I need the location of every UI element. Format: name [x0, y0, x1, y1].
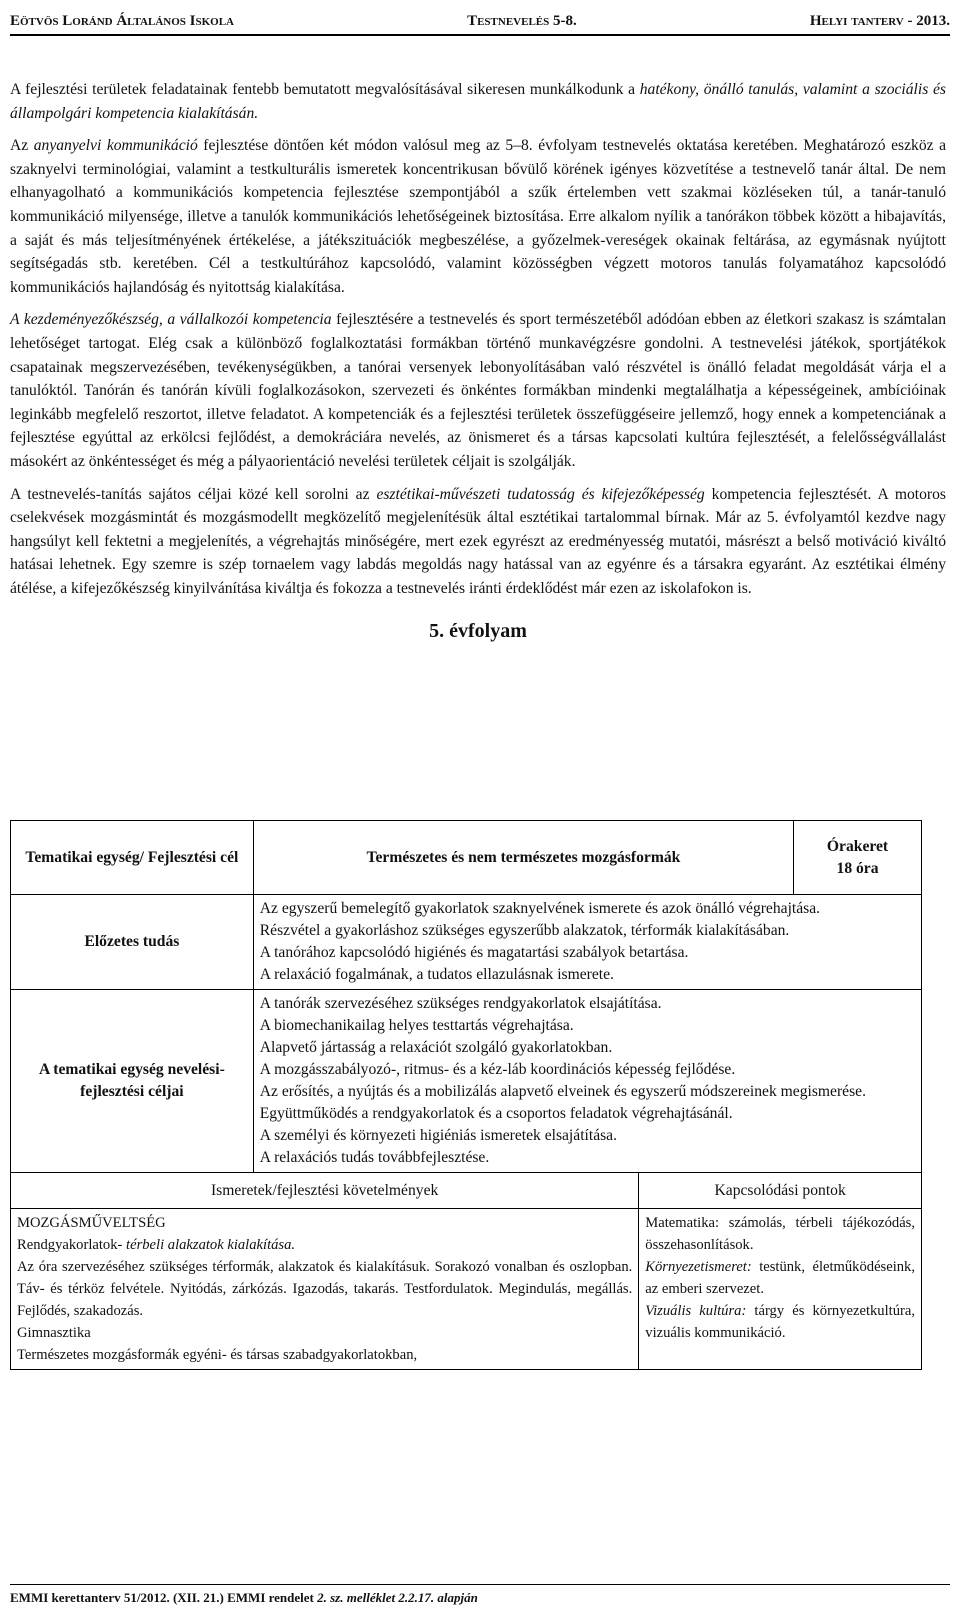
goal-item: A személyi és környezeti higiéniás ismeretek elsajátítása. [259, 1127, 617, 1144]
req-sub-text: Rendgyakorlatok- [17, 1237, 127, 1253]
link-env-text: testünk, életműködéseink, az emberi szervezet. [645, 1259, 915, 1297]
goal-item: A biomechanikailag helyes testtartás végrehajtása. [259, 1017, 574, 1034]
goals-label: A tematikai egység nevelési-fejlesztési céljai [11, 990, 254, 1173]
subject-name: Testnevelés 5-8. [467, 13, 577, 29]
link-vis-italic: Vizuális kultúra: [645, 1303, 747, 1319]
prior-knowledge-content [253, 895, 921, 990]
school-name: Eötvös Loránd Általános Iskola [10, 13, 234, 29]
p4-text-a: A testnevelés-tanítás sajátos céljai közé kell sorolni az [10, 485, 377, 503]
requirements-header: Ismeretek/fejlesztési követelmények [11, 1173, 639, 1209]
unit-label: Tematikai egység/ Fejlesztési cél [11, 821, 254, 895]
body-text [10, 78, 946, 644]
unit-title: Természetes és nem természetes mozgásformák [253, 821, 793, 895]
links-content [639, 1209, 922, 1370]
p3-text: fejlesztésére a testnevelés és sport természetéből adódóan ebben az életkori szakasz is számtalan lehetőséget tartogat. Elég csak a különböző foglalkoztatási formákban történő munkavégzésre gondolni. A testnevelési játékok, sportjátékok csapatainak megszervezésében, tevékenységükben, a tanórai versenyek lebonyolításában való részvétel is önálló feladat megoldását várja el a tanulóktól. Tanórán és tanórán kívüli foglalkozásokon, szervezeti és önkéntes formákban mindenki megtalálhatja a képességeinek, ambícióinak leginkább megfelelő reszortot, illetve feladatot. A kompetenciák és a fejlesztési területek összefüggéseire jellemző, hogy ennek a kompetenciának a fejlesztése egyúttal az erkölcsi fejlődést, a demokráciára nevelés, az önismeret és a társas kapcsolati kultúra fejlesztését, a felelősségvállalást másokért az önkéntességet és még a pályaorientáció nevelési területek céljait is szolgálják. [10, 311, 946, 470]
goals-content [253, 990, 921, 1173]
requirements-subtitle [17, 1234, 632, 1256]
hours-cell [794, 821, 922, 895]
p2-italic: anyanyelvi kommunikáció [33, 137, 198, 155]
paragraph-2 [10, 134, 946, 299]
prior-item: A relaxáció fogalmának, a tudatos ellazulásnak ismerete. [259, 966, 614, 983]
requirements-content [11, 1209, 639, 1370]
link-math: Matematika: számolás, térbeli tájékozódás, összehasonlítások. [645, 1215, 915, 1253]
prior-item: Részvétel a gyakorláshoz szükséges egyszerűbb alakzatok, térformák kialakításában. [259, 922, 790, 939]
prior-item: Az egyszerű bemelegítő gyakorlatok szaknyelvének ismerete és azok önálló végrehajtása. [259, 900, 821, 917]
p2-text-a: Az [10, 137, 34, 155]
page-footer [10, 1584, 950, 1606]
goal-item: Az erősítés, a nyújtás és a mobilizálás alapvető elveinek és egyszerű módszereinek megismerése. [259, 1083, 866, 1100]
link-env [645, 1256, 915, 1300]
p3-italic: A kezdeményezőkészség, a vállalkozói kompetencia [10, 311, 332, 329]
footer-text: EMMI kerettanterv 51/2012. (XII. 21.) EMMI rendelet [10, 1590, 318, 1605]
prior-knowledge-label: Előzetes tudás [11, 895, 254, 990]
goal-item: Alapvető jártasság a relaxációt szolgáló gyakorlatokban. [259, 1039, 613, 1056]
requirements-gym: Gimnasztika [17, 1325, 91, 1341]
page-header [10, 0, 950, 36]
prior-item: A tanórához kapcsolódó higiénés és magatartási szabályok betartása. [259, 944, 689, 961]
paragraph-1 [10, 78, 946, 125]
link-visual [645, 1300, 915, 1344]
grade-title: 5. évfolyam [429, 620, 527, 643]
requirements-title: MOZGÁSMŰVELTSÉG [17, 1215, 166, 1231]
paragraph-4 [10, 483, 946, 601]
link-vis-text: tárgy és környezetkultúra, vizuális kommunikáció. [645, 1303, 915, 1341]
curriculum-name: Helyi tanterv - 2013. [809, 13, 950, 29]
goal-item: A relaxációs tudás továbbfejlesztése. [259, 1149, 490, 1166]
paragraph-3 [10, 308, 946, 473]
link-env-italic: Környezetismeret: [645, 1259, 752, 1275]
p1-italic: hatékony, önálló tanulás, valamint a szociális és állampolgári kompetencia kialakításán. [10, 81, 946, 122]
goal-item: A mozgásszabályozó-, ritmus- és a kéz-láb koordinációs képesség fejlődése. [259, 1061, 736, 1078]
goal-item: Együttműködés a rendgyakorlatok és a csoportos feladatok végrehajtásánál. [259, 1105, 733, 1122]
hours-value: 18 óra [836, 859, 879, 877]
p1-text: A fejlesztési területek feladatainak fentebb bemutatott megvalósításával sikeresen munkálkodunk a [10, 81, 640, 98]
goal-item: A tanórák szervezéséhez szükséges rendgyakorlatok elsajátítása. [259, 995, 662, 1012]
p4-italic: esztétikai-művészeti tudatosság és kifejezőképesség [376, 485, 705, 503]
footer-italic: 2. sz. melléklet 2.2.17. alapján [317, 1590, 478, 1605]
requirements-text: Az óra szervezéséhez szükséges térformák, alakzatok és kialakításuk. Sorakozó vonalban és oszlopban. Táv- és térköz felvétele. Nyitódás, zárkózás. Igazodás, takarás. Testfordulatok. Megindulás, megállás. Fejlődés, szakadozás. [17, 1259, 633, 1319]
hours-label: Órakeret [826, 837, 889, 855]
p2-text-c: fejlesztése döntően két módon valósul meg az 5–8. évfolyam testnevelés oktatása keretében. Meghatározó eszköz a szaknyelvi terminológiai, valamint a testkulturális ismeretek koncentrikusan bővülő körének igényes közvetítése a testnevelő tanár által. De nem elhanyagolható a kommunikációs kompetencia fejlesztése szempontjából a szűk értelemben vett szakmai közléseken túl, a tanár-tanuló kommunikáció milyensége, illetve a tanulók kommunikációs lehetőségeinek biztosítása. Erre alkalom nyílik a tanórákon többek között a hibajavítás, a saját és más teljesítményének értékelése, a játékszituációk megbeszélése, a győzelmek-vereségek okainak feltárása, az egymásnak nyújtott segítségadás stb. keretében. Cél a testkultúrához kapcsolódó, valamint közösségben végzett motoros tanulás folyamatához kapcsolódó kommunikációs hajlandóság és nyitottság kialakítása. [10, 137, 946, 296]
curriculum-table [10, 820, 922, 1370]
requirements-last: Természetes mozgásformák egyéni- és társas szabadgyakorlatokban, [17, 1347, 418, 1363]
links-header: Kapcsolódási pontok [639, 1173, 922, 1209]
p4-text-c: kompetencia fejlesztését. A motoros cselekvések mozgásmintát és mozgásmodellt megközelítő megjelenítésük által esztétikai tartalommal bírnak. Már az 5. évfolyamtól kezdve nagy hangsúlyt kell fektetni a megjelenítés, a végrehajtás minőségére, mert ezek egyrészt az eredményesség mutatói, másrészt a belső motiváció kiváltó hatásai lehetnek. Egy szemre is szép tornaelem vagy labdás megoldás nagy hatással van az egyénre és a társakra egyaránt. Az esztétikai élmény átélése, a kifejezőkészség kinyilvánítása kiváltja és fokozza a testnevelés iránti érdeklődést már ezen az iskolafokon is. [10, 485, 946, 597]
req-sub-italic: térbeli alakzatok kialakítása. [126, 1237, 296, 1253]
